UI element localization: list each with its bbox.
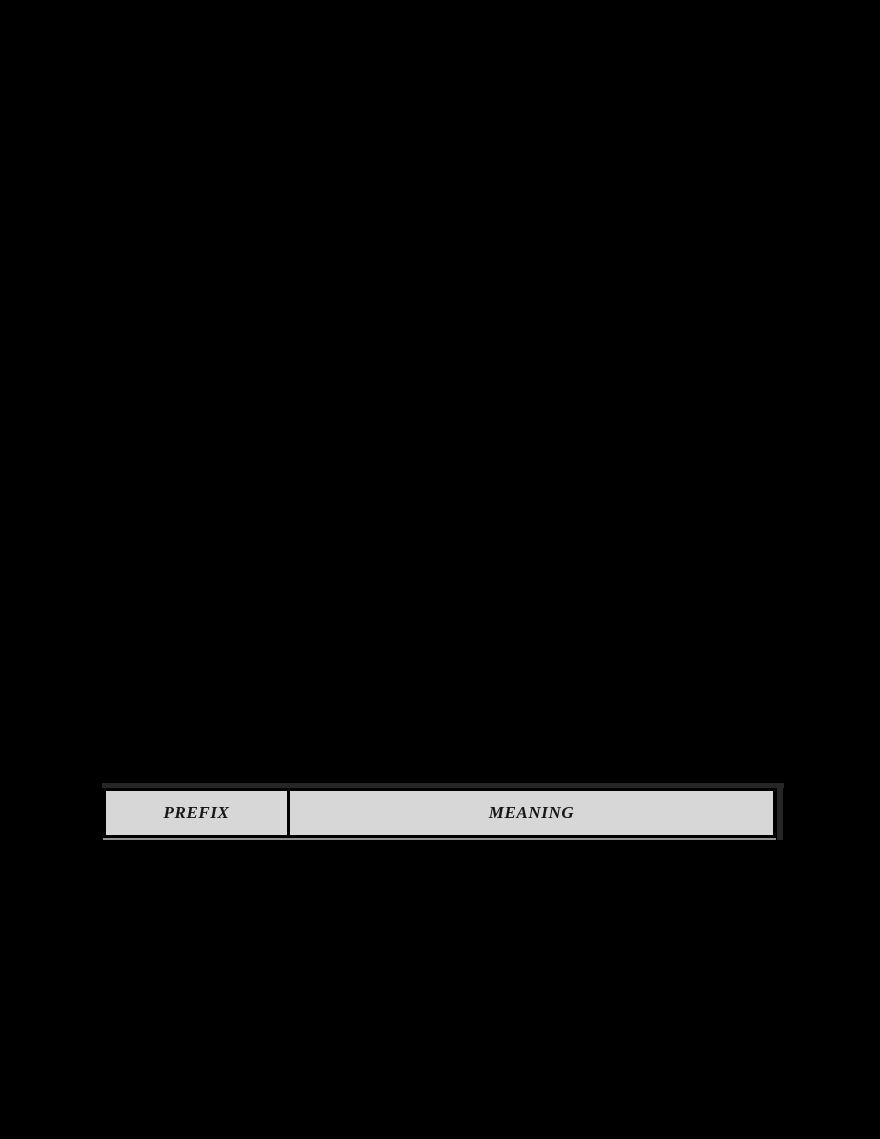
table-top-shadow-band: [102, 783, 784, 788]
meaning-header-label: MEANING: [488, 803, 575, 822]
table-header-cell-prefix: [106, 791, 290, 835]
prefix-header-label: PREFIX: [163, 803, 230, 822]
table-header-cell-meaning: [290, 791, 773, 835]
prefix-meaning-table: [103, 788, 776, 840]
table-right-shadow-band: [777, 783, 783, 840]
table-header-row: [103, 788, 776, 838]
table-bottom-rule: [103, 838, 776, 840]
